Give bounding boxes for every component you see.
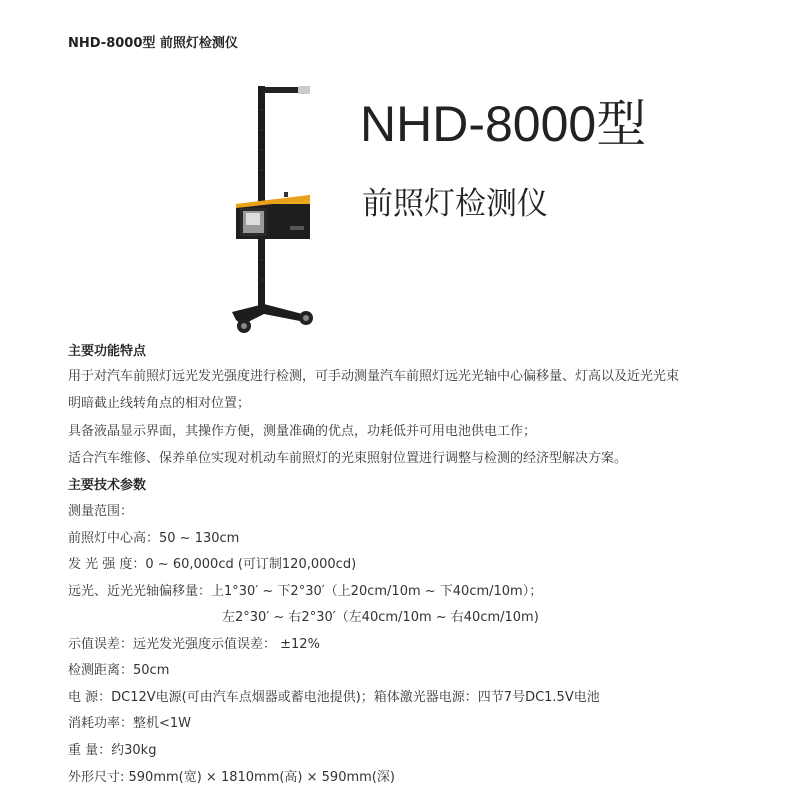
specs-heading: 主要技术参数 bbox=[68, 478, 147, 493]
features-heading: 主要功能特点 bbox=[68, 344, 147, 359]
spec-line: 重 量：约30kg bbox=[68, 743, 157, 758]
spec-line: 电 源：DC12V电源(可由汽车点烟器或蓄电池提供)；箱体激光器电源：四节7号DC1.5V电池 bbox=[68, 690, 600, 705]
feature-line: 明暗截止线转角点的相对位置； bbox=[68, 396, 251, 411]
spec-line: 检测距离：50cm bbox=[68, 663, 170, 678]
page-title: NHD-8000型 前照灯检测仪 bbox=[68, 36, 238, 51]
model-title: NHD-8000型 bbox=[360, 96, 647, 152]
feature-line: 适合汽车维修、保养单位实现对机动车前照灯的光束照射位置进行调整与检测的经济型解决方案。 bbox=[68, 451, 628, 466]
spec-line: 示值误差：远光发光强度示值误差： ±12% bbox=[68, 637, 320, 652]
feature-line: 用于对汽车前照灯远光发光强度进行检测，可手动测量汽车前照灯远光光轴中心偏移量、灯高以及近光光束 bbox=[68, 369, 680, 384]
headlight-tester-image bbox=[220, 80, 330, 340]
feature-line: 具备液晶显示界面，其操作方便，测量准确的优点，功耗低并可用电池供电工作； bbox=[68, 424, 537, 439]
spec-line: 发 光 强 度：0 ~ 60,000cd (可订制120,000cd) bbox=[68, 557, 357, 572]
spec-line: 前照灯中心高：50 ~ 130cm bbox=[68, 531, 240, 546]
spec-line: 消耗功率：整机<1W bbox=[68, 716, 192, 731]
spec-line: 左2°30′ ~ 右2°30′（左40cm/10m ~ 右40cm/10m) bbox=[222, 610, 539, 625]
spec-line: 外形尺寸: 590mm(宽) × 1810mm(高) × 590mm(深) bbox=[68, 770, 395, 785]
spec-line: 测量范围： bbox=[68, 504, 134, 519]
product-name: 前照灯检测仪 bbox=[362, 186, 548, 222]
spec-line: 远光、近光光轴偏移量：上1°30′ ~ 下2°30′（上20cm/10m ~ 下40cm/10m）； bbox=[68, 584, 543, 599]
